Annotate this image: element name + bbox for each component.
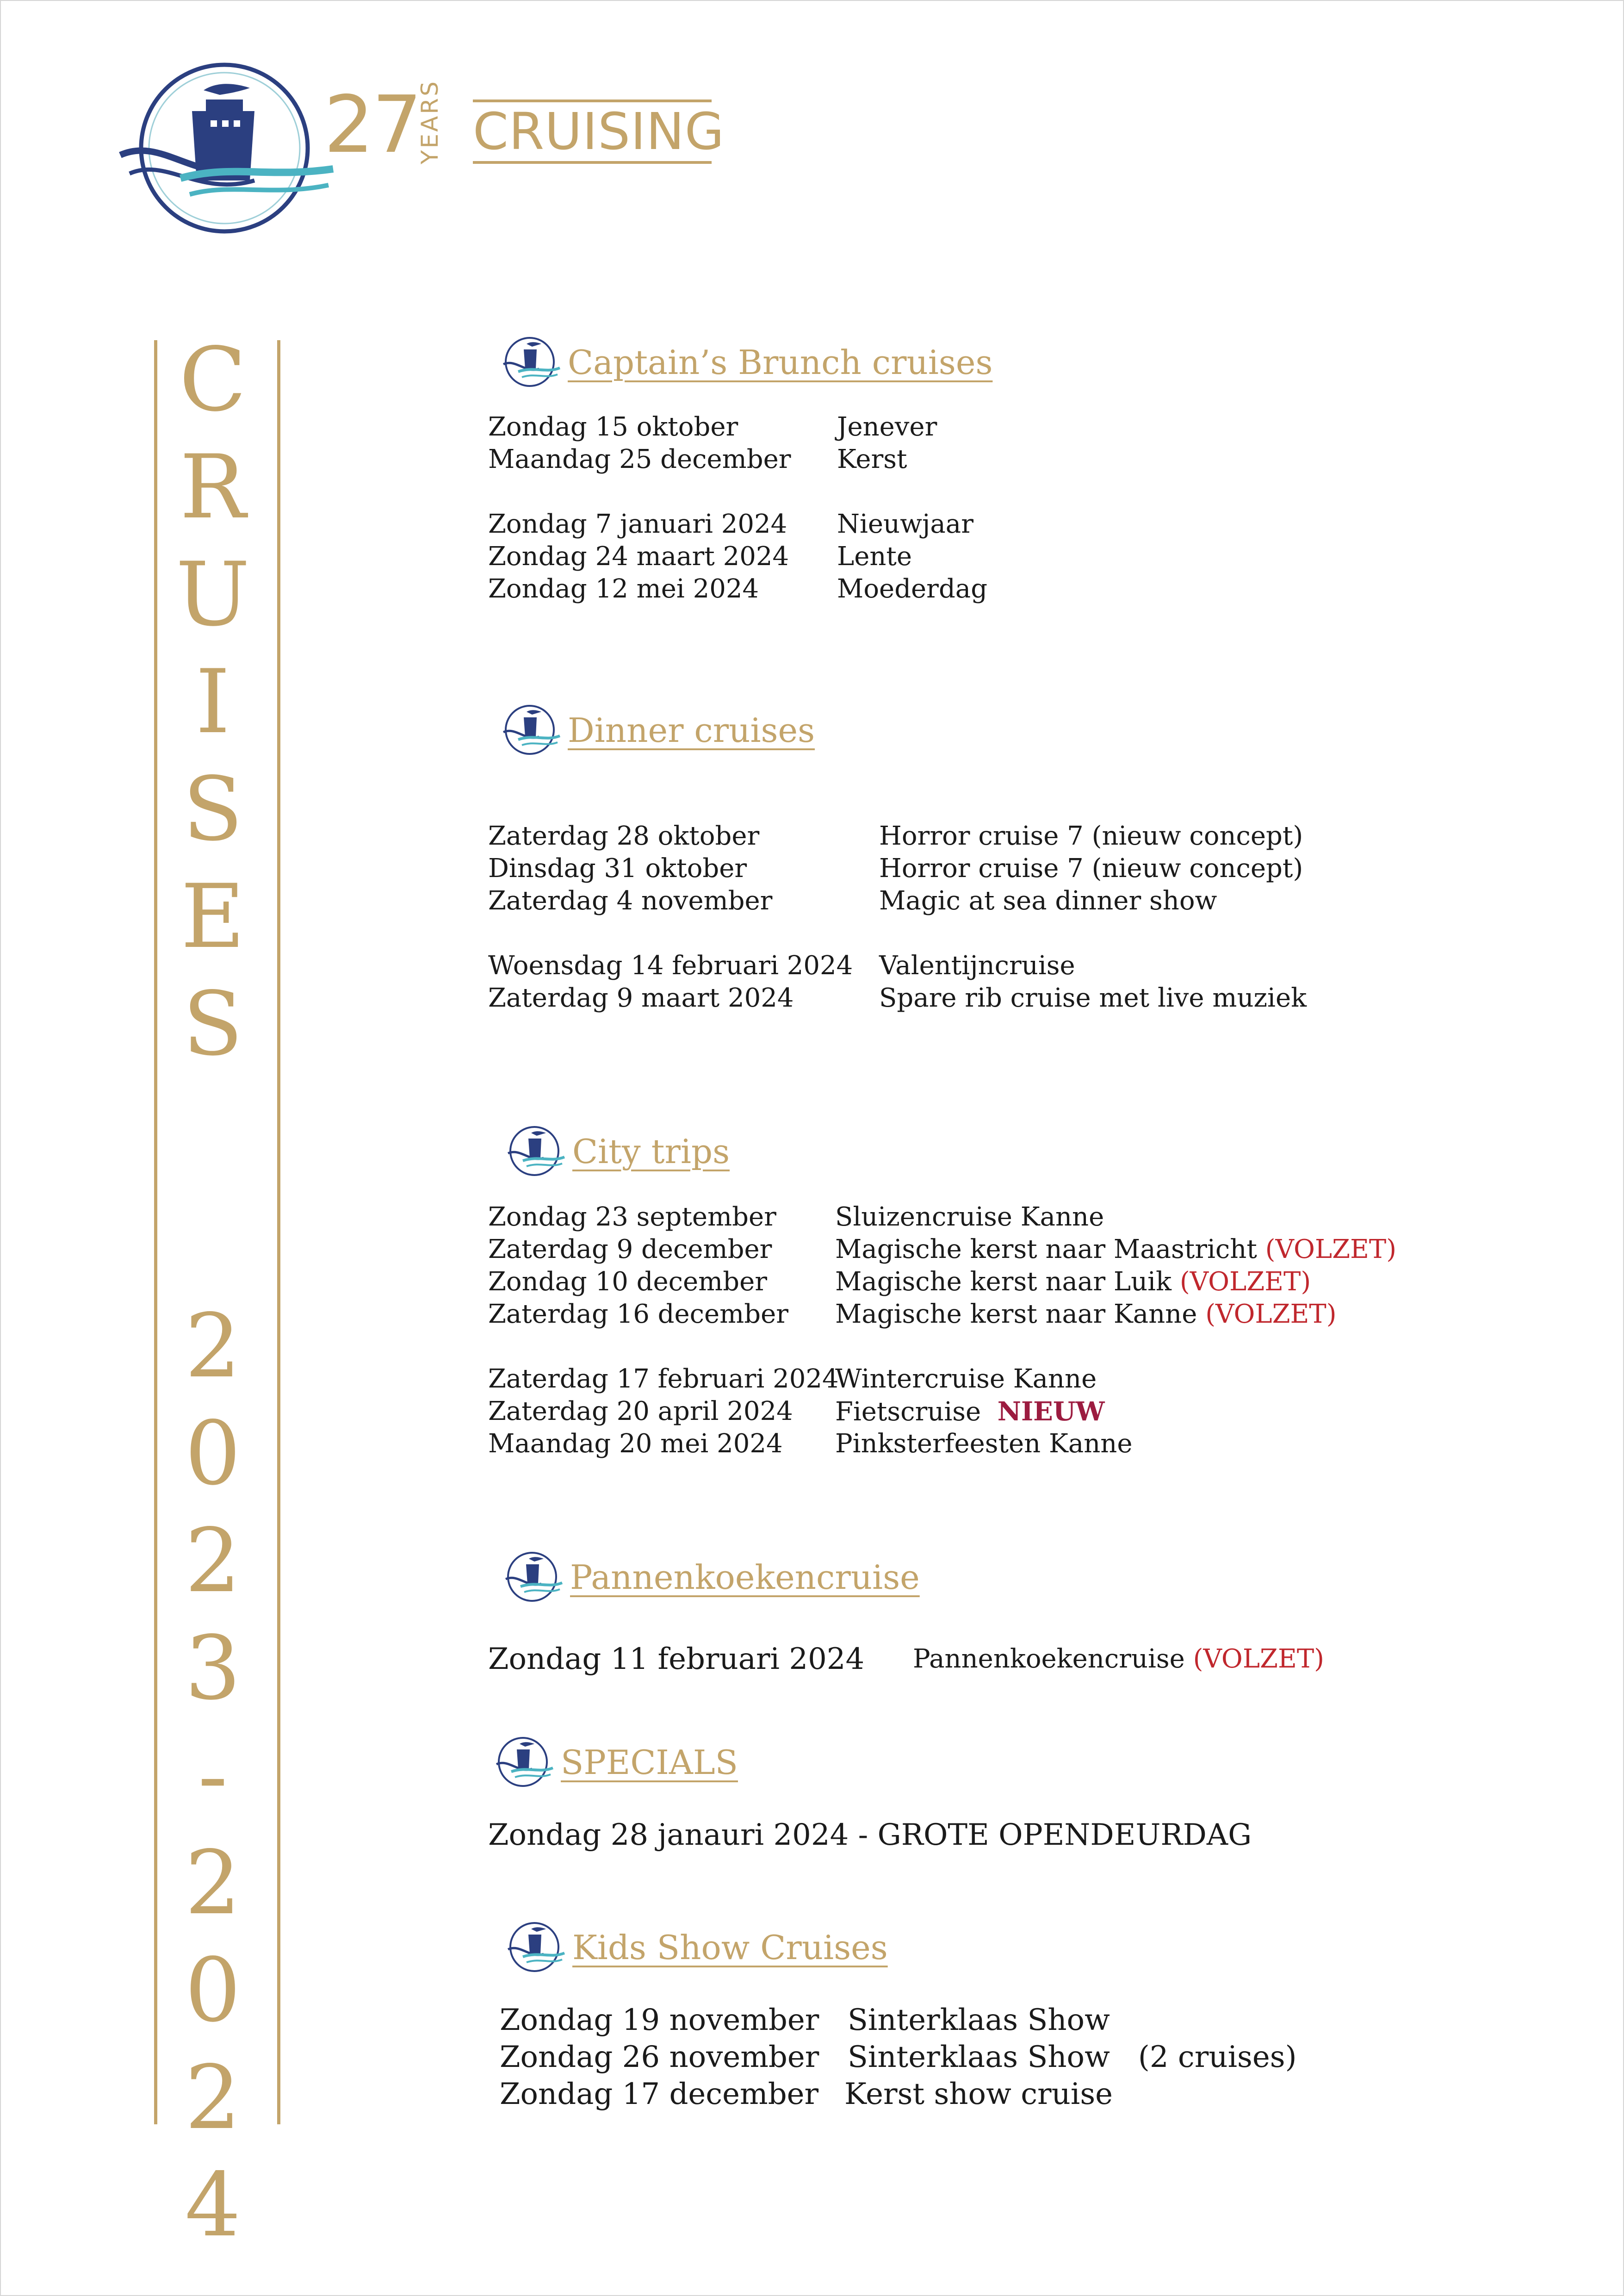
status-badge: (VOLZET) — [1265, 1234, 1397, 1264]
vertical-title-char: E — [180, 865, 245, 968]
vertical-title-char — [157, 1078, 268, 1185]
section-header-pancake — [502, 1550, 920, 1604]
vertical-title-char: I — [195, 651, 230, 753]
ship-icon — [493, 1736, 555, 1789]
years-label: YEARS — [416, 80, 443, 164]
vertical-title-char: - — [198, 1724, 228, 1827]
status-badge: (VOLZET) — [1205, 1299, 1337, 1329]
section-header-brunch — [500, 336, 992, 389]
ship-logo — [111, 62, 342, 234]
vertical-title-char: 0 — [185, 1939, 241, 2041]
new-badge: NIEUW — [997, 1396, 1105, 1427]
section-title: Dinner cruises — [568, 710, 815, 750]
vertical-title-char: S — [182, 973, 243, 1075]
section-header-kids — [504, 1921, 888, 1974]
section-title: City trips — [572, 1132, 730, 1171]
vertical-title-char: R — [180, 436, 246, 538]
vertical-title-char: S — [182, 758, 243, 860]
vertical-title-char: C — [179, 329, 247, 431]
vertical-title-char: 0 — [185, 1402, 241, 1505]
ship-icon — [504, 1921, 567, 1974]
cruising-wordmark: CRUISING — [473, 100, 712, 164]
section-title: Kids Show Cruises — [572, 1928, 888, 1967]
vertical-title-char: 2 — [185, 1832, 241, 1934]
vertical-rule-left — [154, 340, 157, 2124]
section-title: Captain’s Brunch cruises — [568, 342, 993, 382]
vertical-title-char: U — [175, 543, 250, 646]
ship-icon — [500, 703, 562, 757]
status-badge: (VOLZET) — [1193, 1644, 1325, 1674]
vertical-title-char: 2 — [185, 2047, 241, 2149]
vertical-title-char: 4 — [185, 2154, 241, 2256]
section-header-specials — [493, 1736, 738, 1789]
ship-icon — [500, 336, 562, 389]
vertical-title — [157, 326, 268, 2259]
section-header-city — [504, 1125, 730, 1178]
vertical-title-char: 2 — [185, 1295, 241, 1397]
vertical-title-char: 3 — [185, 1617, 241, 1719]
section-title: SPECIALS — [561, 1742, 738, 1782]
vertical-title-char: 2 — [185, 1510, 241, 1612]
section-header-dinner — [500, 703, 815, 757]
vertical-title-char — [157, 1185, 268, 1293]
ship-icon — [502, 1550, 564, 1604]
ship-icon — [504, 1125, 567, 1178]
years-number: 27 — [324, 79, 421, 171]
vertical-rule-right — [277, 340, 280, 2124]
section-title: Pannenkoekencruise — [570, 1557, 920, 1597]
status-badge: (VOLZET) — [1179, 1267, 1311, 1297]
